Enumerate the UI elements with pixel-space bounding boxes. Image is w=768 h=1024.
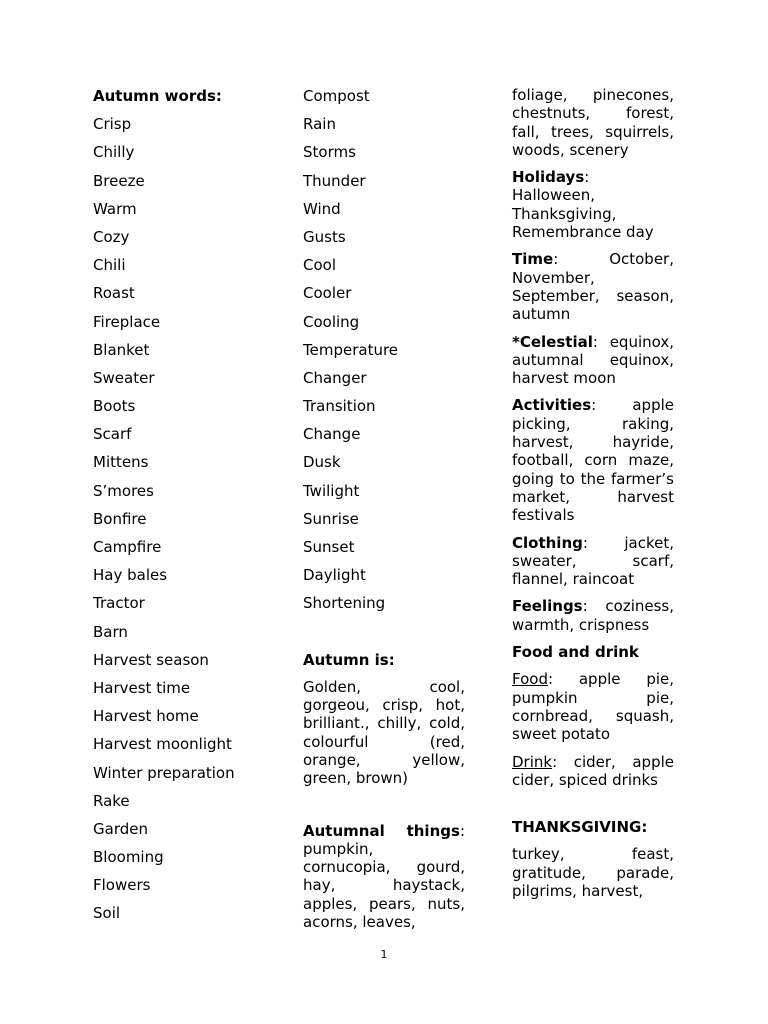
thanksgiving-heading: THANKSGIVING: [512,818,648,837]
word-item: Scarf [93,425,132,444]
clothing-label: Clothing [512,533,583,552]
word-item: Wind [303,199,341,218]
celestial-text: : equinox, autumnal equinox, harvest moon [512,332,674,388]
word-item: Cool [303,256,336,275]
clothing-text: : jacket, sweater, scarf, flannel, raincoat [512,533,674,589]
autumn-words-list [93,114,273,931]
clothing-paragraph [512,534,674,589]
word-item: Blooming [93,848,164,867]
word-item: Sunset [303,538,355,556]
word-item: Compost [303,87,370,105]
autumn-is-heading: Autumn is: [303,650,395,669]
word-item: Bonfire [93,509,147,528]
page-number: 1 [380,948,388,961]
column-3 [512,86,674,909]
holidays-text: : Halloween, Thanksgiving, Remembrance day [512,168,654,242]
word-item: Harvest home [93,707,199,726]
word-item: Chilly [93,143,135,162]
word-item: Roast [93,284,135,303]
word-item: Daylight [303,566,366,585]
word-item: Chili [93,256,126,275]
word-item: Rain [303,115,336,134]
feelings-paragraph [512,597,674,634]
word-item: Flowers [93,876,151,895]
autumnal-things-paragraph [303,822,465,932]
thanksgiving-text: turkey, feast, gratitude, parade, pilgrims, harvest, [512,845,674,900]
word-item: Shortening [303,594,386,613]
column-2 [303,86,465,940]
word-item: Fireplace [93,312,161,331]
word-item: Boots [93,397,136,416]
drink-label: Drink [512,752,553,771]
word-item: Winter preparation [93,763,235,782]
word-item: S’mores [93,481,154,500]
word-item: Soil [93,904,121,923]
food-paragraph [512,670,674,743]
word-item: Storms [303,143,356,162]
word-item: Warm [93,199,137,218]
time-text: : October, November, September, season, autumn [512,250,674,324]
holidays-paragraph [512,168,674,241]
celestial-label: *Celestial [512,332,593,351]
holidays-label: Holidays [512,168,585,187]
food-text: : apple pie, pumpkin pie, cornbread, squash, sweet potato [512,670,674,744]
autumn-is-text: Golden, cool, gorgeou, crisp, hot, brilliant., chilly, cold, colourful (red, orange, yellow, green, brown) [303,677,465,788]
word-item: Change [303,425,361,444]
food-and-drink-heading: Food and drink [512,643,639,662]
column-1 [93,86,273,932]
word-item: Tractor [93,594,145,613]
nature-words-text: foliage, pinecones, chestnuts, forest, fall, trees, squirrels, woods, scenery [512,86,674,159]
word-item: Changer [303,368,367,387]
activities-label: Activities [512,396,592,415]
time-paragraph [512,250,674,323]
drink-text: : cider, apple cider, spiced drinks [512,752,674,789]
word-item: Hay bales [93,566,168,585]
activities-text: : apple picking, raking, harvest, hayride, football, corn maze, going to the farmer’s market, harvest festivals [512,396,674,525]
drink-paragraph [512,753,674,790]
word-item: Barn [93,622,128,641]
celestial-paragraph [512,333,674,388]
word-item: Blanket [93,340,150,359]
word-item: Thunder [303,171,366,190]
word-item: Harvest season [93,650,209,669]
autumnal-things-text: : pumpkin, cornucopia, gourd, hay, haystack, apples, pears, nuts, acorns, leaves, [303,821,465,932]
word-item: Campfire [93,538,162,556]
weather-words-list [303,86,465,622]
word-item: Cozy [93,227,130,246]
word-item: Transition [303,397,376,416]
word-item: Garden [93,819,148,838]
word-item: Cooling [303,312,360,331]
word-item: Mittens [93,453,149,472]
word-item: Twilight [303,481,360,500]
word-item: Harvest time [93,678,191,697]
word-item: Sweater [93,368,155,387]
word-item: Dusk [303,453,341,472]
word-item: Crisp [93,115,132,134]
word-item: Rake [93,791,130,810]
feelings-text: : coziness, warmth, crispness [512,597,674,634]
word-item: Sunrise [303,509,359,528]
autumn-words-heading: Autumn words: [93,87,222,105]
time-label: Time [512,250,554,269]
word-item: Harvest moonlight [93,735,232,754]
word-item: Gusts [303,227,346,246]
food-label: Food [512,670,548,689]
word-item: Temperature [303,340,399,359]
word-item: Breeze [93,171,145,190]
autumnal-things-label: Autumnal things [303,821,460,840]
feelings-label: Feelings [512,597,583,616]
activities-paragraph [512,396,674,524]
word-item: Cooler [303,284,352,303]
